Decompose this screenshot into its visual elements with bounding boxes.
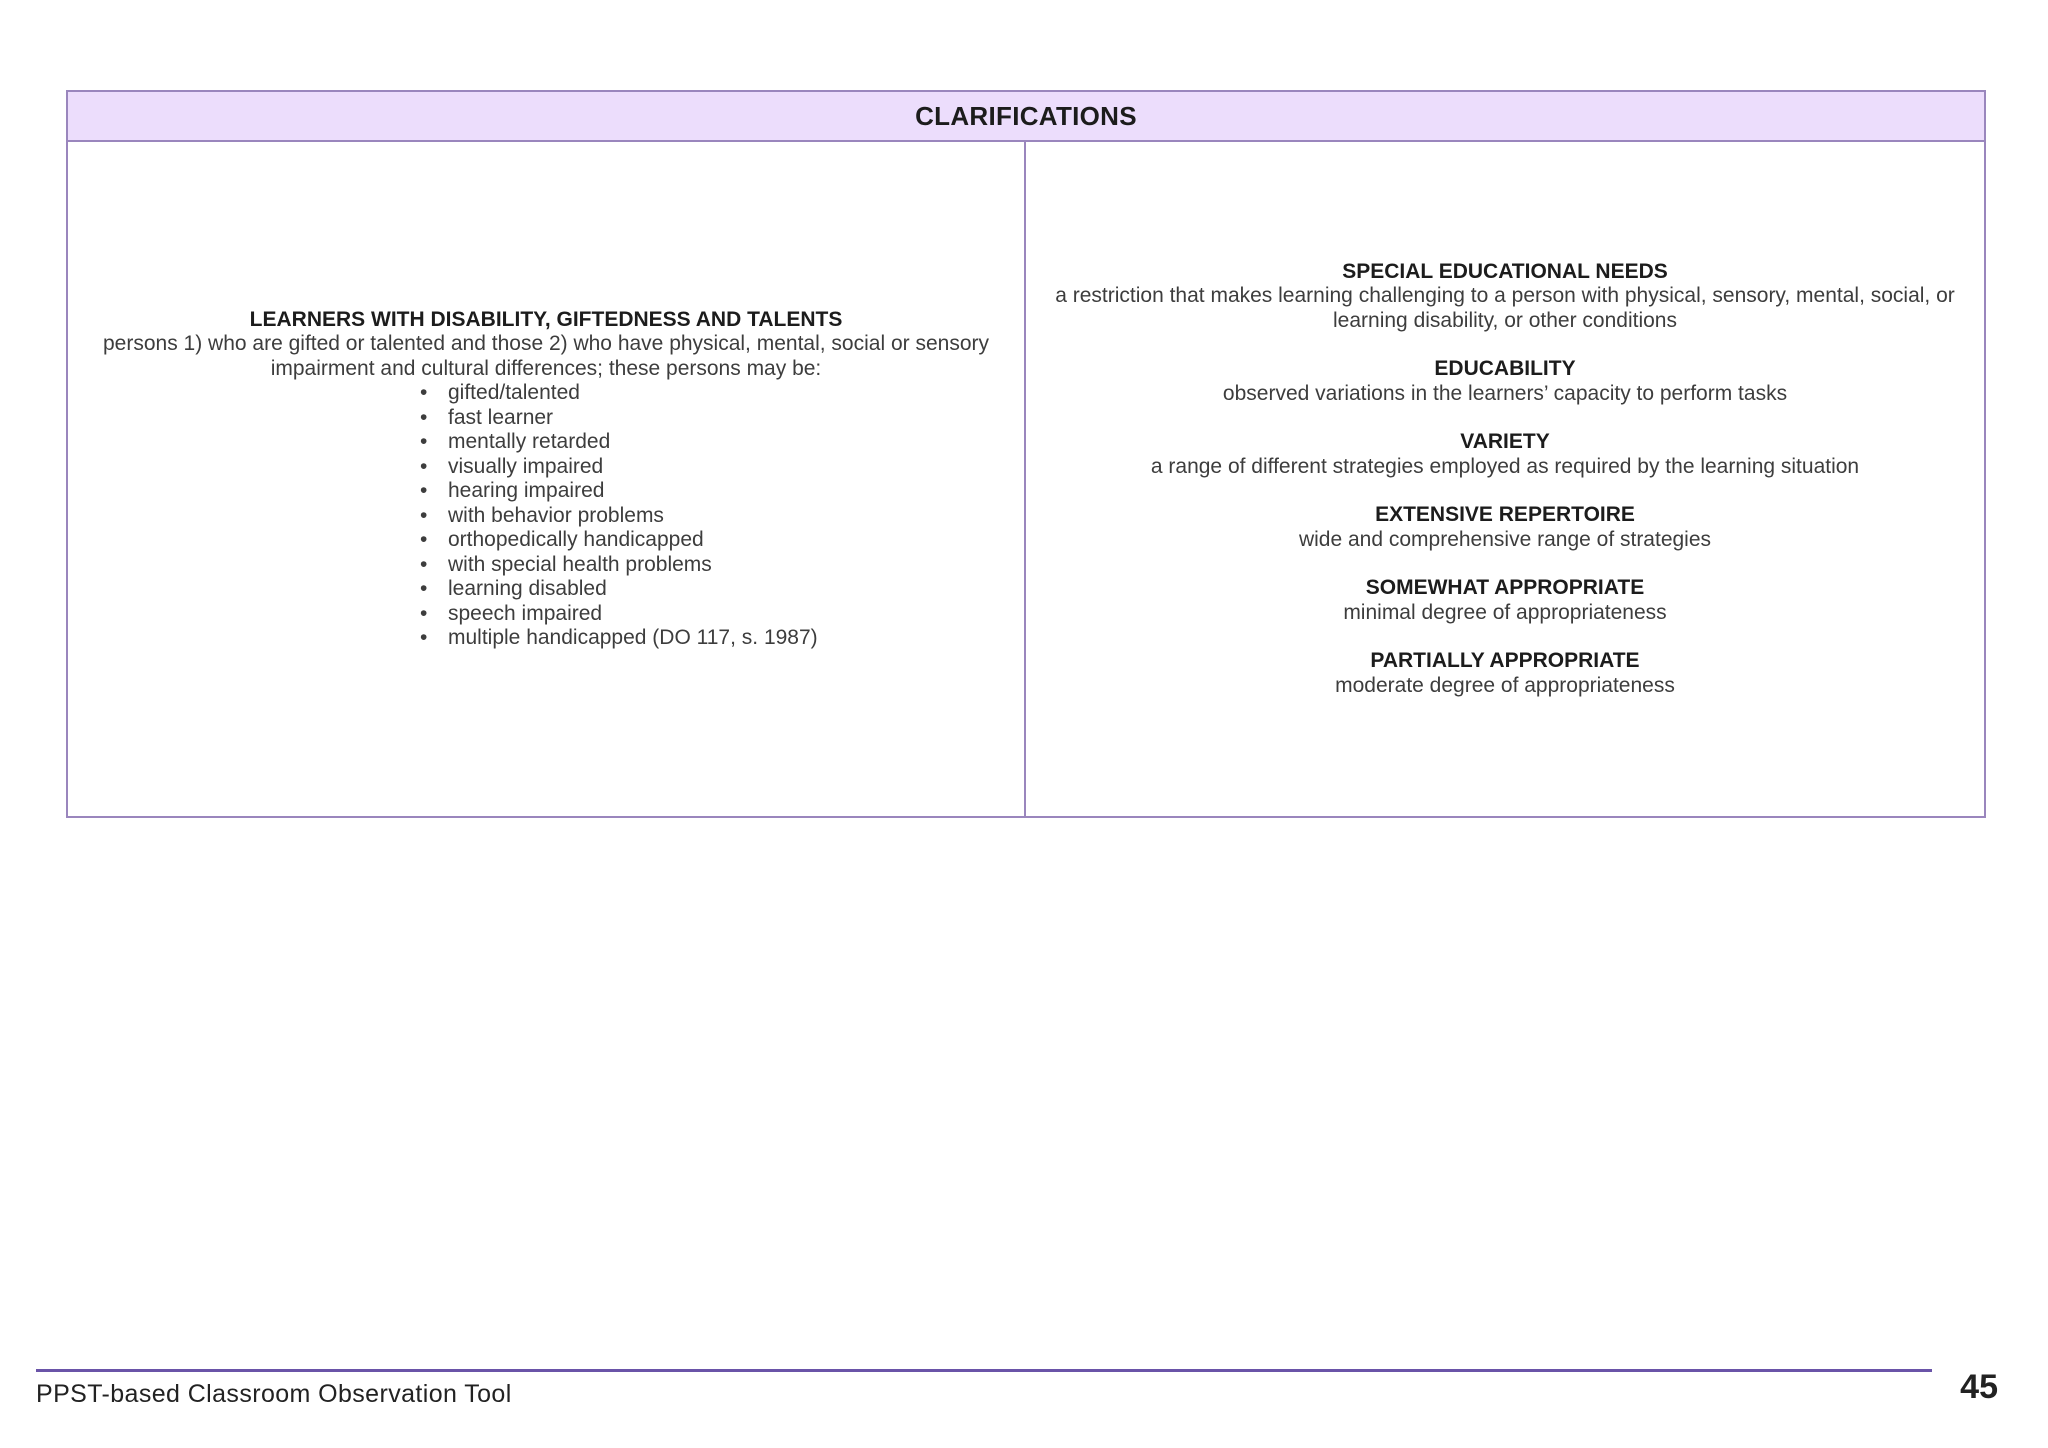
term-definition: minimal degree of appropriateness (1343, 600, 1667, 624)
bullet-icon: • (420, 552, 428, 576)
term-definition: persons 1) who are gifted or talented and those 2) who have physical, mental, social or sensory impairment and cultural differences; these persons may be: (103, 332, 989, 380)
right-cell (1026, 142, 1984, 816)
bullet-list (420, 381, 818, 651)
term-definition: a range of different strategies employed as required by the learning situation (1150, 454, 1860, 478)
definition-entry (1048, 260, 1962, 334)
table-header: CLARIFICATIONS (68, 92, 1984, 142)
definition-entry (1223, 357, 1787, 406)
bullet-icon: • (420, 479, 428, 502)
term-title: LEARNERS WITH DISABILITY, GIFTEDNESS AND TALENTS (249, 307, 843, 331)
bullet-icon: • (420, 381, 428, 404)
list-item: • gifted/talented (420, 381, 580, 404)
list-item: • with special health problems (420, 552, 712, 576)
list-item: • with behavior problems (420, 503, 664, 527)
term-title: EXTENSIVE REPERTOIRE (1375, 503, 1635, 527)
left-cell (68, 142, 1026, 816)
list-item: • fast learner (420, 405, 554, 429)
bullet-icon: • (420, 626, 428, 649)
bullet-icon: • (420, 528, 428, 551)
clarifications-table (66, 90, 1986, 818)
definition-entry (1151, 430, 1859, 479)
bullet-icon: • (420, 430, 428, 453)
term-title: SOMEWHAT APPROPRIATE (1365, 576, 1645, 600)
term-title: VARIETY (1460, 430, 1550, 454)
bullet-icon: • (420, 454, 428, 478)
definition-entry (1335, 649, 1675, 698)
term-definition: moderate degree of appropriateness (1335, 673, 1675, 697)
page-number: 45 (1960, 1368, 1998, 1406)
term-definition: observed variations in the learners’ capacity to perform tasks (1222, 381, 1788, 405)
list-item: • learning disabled (420, 577, 607, 600)
bullet-icon: • (420, 405, 428, 429)
list-item: • speech impaired (420, 601, 603, 625)
term-title: SPECIAL EDUCATIONAL NEEDS (1342, 259, 1668, 283)
bullet-icon: • (420, 503, 428, 527)
definition-entry (1343, 576, 1666, 625)
term-definition: wide and comprehensive range of strategies (1298, 527, 1712, 551)
term-title: PARTIALLY APPROPRIATE (1370, 649, 1640, 673)
term-title: EDUCABILITY (1434, 357, 1576, 381)
list-item: • mentally retarded (420, 430, 611, 453)
footer-title: PPST-based Classroom Observation Tool (36, 1380, 512, 1408)
bullet-icon: • (420, 601, 428, 625)
footer-divider (36, 1369, 1932, 1372)
term-definition: a restriction that makes learning challenging to a person with physical, sensory, mental, social, or learning disability, or other conditions (1055, 284, 1955, 332)
bullet-icon: • (420, 577, 428, 600)
list-item: • orthopedically handicapped (420, 528, 704, 551)
list-item: • hearing impaired (420, 479, 605, 502)
list-item: • visually impaired (420, 454, 604, 478)
list-item: • multiple handicapped (DO 117, s. 1987) (420, 626, 818, 649)
definition-entry (1299, 503, 1711, 552)
